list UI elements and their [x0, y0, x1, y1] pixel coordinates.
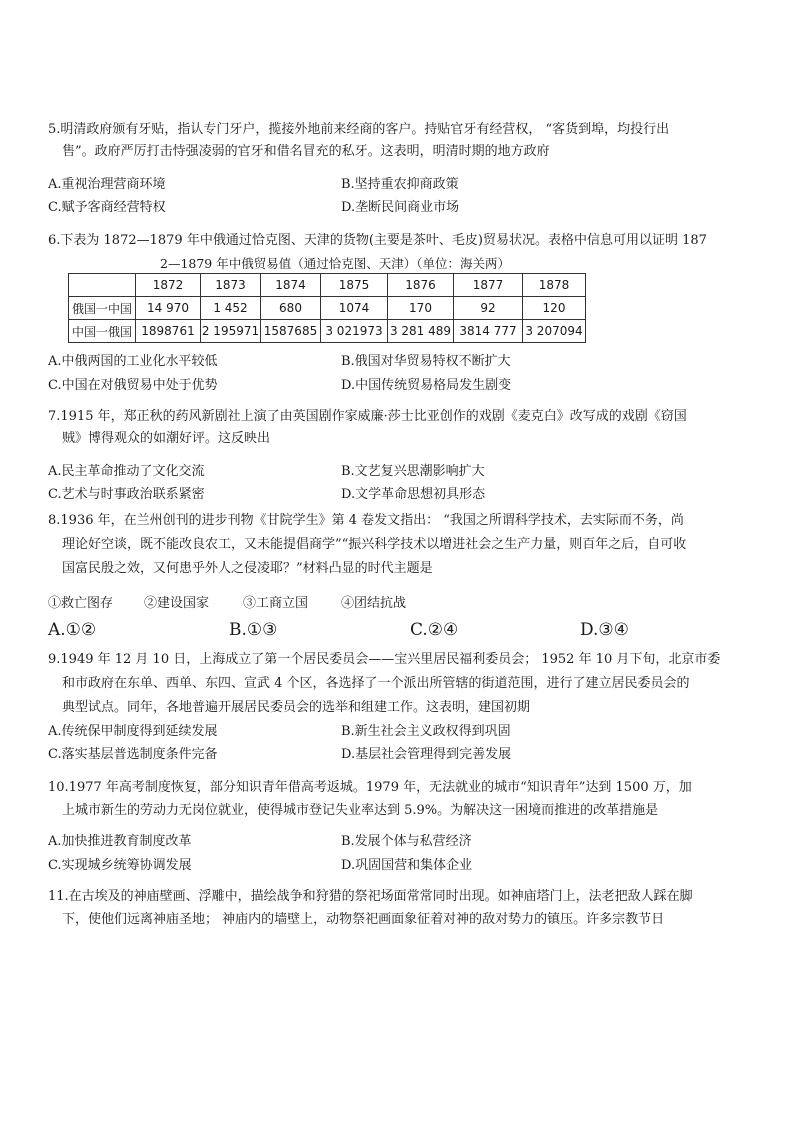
table-cell: 1074: [321, 297, 388, 320]
q9-option-a: A.传统保甲制度得到延续发展: [48, 724, 218, 739]
q6-option-d: D.中国传统贸易格局发生剧变: [341, 378, 512, 393]
q5-option-c: C.赋予客商经营特权: [48, 200, 166, 215]
q8-option-c: C.②④: [410, 620, 459, 640]
table-header-row: [69, 274, 586, 297]
q5-stem-line2: 售”。政府严厉打击恃强凌弱的官牙和借名冒充的私牙。这表明，明清时期的地方政府: [62, 144, 550, 159]
q8-stem-line3: 国富民殷之效，又何患乎外人之侵凌耶？”材料凸显的时代主题是: [62, 561, 433, 576]
table-cell: 14 970: [136, 297, 201, 320]
q8-stem-line1: 8.1936 年，在兰州创刊的进步刊物《甘院学生》第 4 卷发文指出： “我国之所谓科学技术，去实际而不务，尚: [48, 513, 684, 528]
q5-option-a: A.重视治理营商环境: [48, 177, 166, 192]
q6-trade-table: [68, 273, 586, 343]
table-cell: 2 195971: [201, 320, 261, 343]
q6-option-c: C.中国在对俄贸易中处于优势: [48, 378, 218, 393]
table-row: [69, 320, 586, 343]
q7-stem-line1: 7.1915 年，郑正秋的药风新剧社上演了由英国剧作家威廉·莎士比亚创作的戏剧《麦克白》改写成的戏剧《窃国: [48, 409, 687, 424]
q8-item-1: ①救亡图存: [48, 596, 114, 611]
q9-stem-line3: 典型试点。同年，各地普遍开展居民委员会的选举和组建工作。这表明，建国初期: [62, 700, 531, 715]
q5-option-b: B.坚持重农抑商政策: [341, 177, 459, 192]
q10-stem-line2: 上城市新生的劳动力无岗位就业，使得城市登记失业率达到 5.9%。为解决这一困境而推进的改革措施是: [62, 803, 659, 818]
q10-option-d: D.巩固国营和集体企业: [341, 858, 473, 873]
table-cell: 3 281 489: [388, 320, 454, 343]
q7-option-c: C.艺术与时事政治联系紧密: [48, 487, 205, 502]
q9-option-b: B.新生社会主义政权得到巩固: [341, 724, 511, 739]
table-row: [69, 297, 586, 320]
table-year-cell: 1878: [523, 274, 586, 297]
q8-option-d: D.③④: [580, 620, 629, 640]
q8-item-4: ④团结抗战: [341, 596, 407, 611]
q10-option-a: A.加快推进教育制度改革: [48, 834, 192, 849]
table-cell: 92: [454, 297, 523, 320]
q7-option-d: D.文学革命思想初具形态: [341, 487, 486, 502]
q9-option-c: C.落实基层普选制度条件完备: [48, 747, 218, 762]
q8-option-a: A.①②: [48, 620, 97, 640]
q7-option-b: B.文艺复兴思潮影响扩大: [341, 464, 485, 479]
table-year-cell: 1877: [454, 274, 523, 297]
table-cell: 1587685: [261, 320, 321, 343]
table-cell: 680: [261, 297, 321, 320]
table-year-cell: 1876: [388, 274, 454, 297]
q6-option-b: B.俄国对华贸易特权不断扩大: [341, 354, 511, 369]
q5-option-d: D.垄断民间商业市场: [341, 200, 460, 215]
table-year-cell: 1872: [136, 274, 201, 297]
table-cell: 120: [523, 297, 586, 320]
q9-stem-line1: 9.1949 年 12 月 10 日，上海成立了第一个居民委员会——宝兴里居民福利委员会； 1952 年 10 月下旬，北京市委: [48, 652, 721, 667]
table-corner-cell: [69, 274, 136, 297]
q8-stem-line2: 理论好空谈，既不能改良农工，又未能提倡商学”“振兴科学技术以增进社会之生产力量，则百年之后，自可收: [62, 537, 687, 552]
q11-stem-line1: 11.在古埃及的神庙壁画、浮雕中，描绘战争和狩猎的祭祀场面常常同时出现。如神庙塔门上，法老把敌人踩在脚: [48, 889, 693, 904]
table-cell: 1898761: [136, 320, 201, 343]
table-cell: 3814 777: [454, 320, 523, 343]
q6-option-a: A.中俄两国的工业化水平较低: [48, 354, 218, 369]
q8-item-3: ③工商立国: [243, 596, 309, 611]
q9-stem-line2: 和市政府在东单、西单、东四、宣武 4 个区，各选择了一个派出所管辖的街道范围，进行了建立居民委员会的: [62, 676, 690, 691]
q11-stem-line2: 下，使他们远离神庙圣地； 神庙内的墙壁上，动物祭祀画面象征着对神的敌对势力的镇压。许多宗教节日: [62, 912, 665, 927]
table-row-label: 俄国一中国: [69, 297, 136, 320]
table-year-cell: 1875: [321, 274, 388, 297]
table-cell: 1 452: [201, 297, 261, 320]
q10-stem-line1: 10.1977 年高考制度恢复，部分知识青年借高考返城。1979 年，无法就业的城市“知识青年”达到 1500 万，加: [48, 780, 692, 795]
q10-option-b: B.发展个体与私营经济: [341, 834, 472, 849]
table-cell: 3 207094: [523, 320, 586, 343]
table-cell: 3 021973: [321, 320, 388, 343]
q6-table-caption: 2—1879 年中俄贸易值（通过恰克图、天津）（单位：海关两）: [160, 256, 510, 271]
q9-option-d: D.基层社会管理得到完善发展: [341, 747, 512, 762]
q7-stem-line2: 贼》博得观众的如潮好评。这反映出: [62, 431, 271, 446]
table-year-cell: 1873: [201, 274, 261, 297]
q6-stem-line1: 6.下表为 1872—1879 年中俄通过恰克图、天津的货物(主要是茶叶、毛皮)贸易状况。表格中信息可用以证明 187: [48, 233, 707, 248]
q8-item-2: ②建设国家: [144, 596, 210, 611]
q5-stem-line1: 5.明清政府颁有牙贴，指认专门牙户，揽接外地前来经商的客户。持贴官牙有经营权， “客货到埠，均投行出: [48, 122, 670, 137]
q7-option-a: A.民主革命推动了文化交流: [48, 464, 205, 479]
q8-option-b: B.①③: [229, 620, 278, 640]
table-cell: 170: [388, 297, 454, 320]
table-year-cell: 1874: [261, 274, 321, 297]
q10-option-c: C.实现城乡统筹协调发展: [48, 858, 192, 873]
table-row-label: 中国一俄国: [69, 320, 136, 343]
